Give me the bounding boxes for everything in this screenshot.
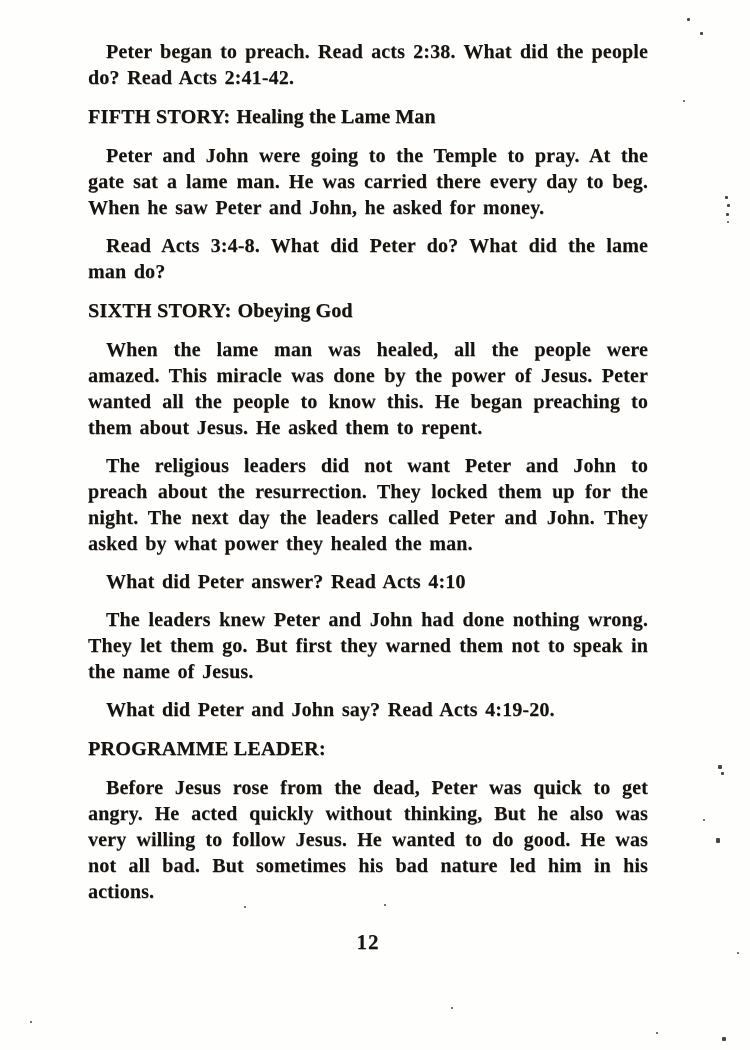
scan-speck xyxy=(722,1037,726,1041)
page-content xyxy=(88,27,648,917)
paragraph: What did Peter answer? Read Acts 4:10 xyxy=(106,571,466,593)
scan-speck xyxy=(656,1032,658,1034)
section-heading-title: Obeying God xyxy=(237,300,353,322)
section-heading xyxy=(88,298,648,324)
paragraph: When the lame man was healed, all the people were amazed. This miracle was done by the power of Jesus. Peter wanted all the people to know this. He began preaching to them about Jesus. He asked them to repent. xyxy=(88,339,648,439)
section-heading-label: FIFTH STORY: xyxy=(88,106,231,128)
scan-speck xyxy=(718,765,722,769)
paragraph: Peter and John were going to the Temple to pray. At the gate sat a lame man. He was carried there every day to beg. When he saw Peter and John, he asked for money. xyxy=(88,145,648,219)
scan-speck xyxy=(721,772,724,775)
section-heading-label: PROGRAMME LEADER: xyxy=(88,738,326,760)
scan-speck xyxy=(725,196,728,199)
scan-speck xyxy=(700,32,703,35)
paragraph: Read Acts 3:4-8. What did Peter do? What did the lame man do? xyxy=(88,235,648,283)
scan-speck xyxy=(683,100,685,102)
section-heading xyxy=(88,736,648,762)
scan-speck xyxy=(687,18,690,21)
scan-speck xyxy=(727,221,729,223)
paragraph: Before Jesus rose from the dead, Peter was quick to get angry. He acted quickly without thinking, But he also was very willing to follow Jesus. He wanted to do good. He was not all bad. But sometimes his bad nature led him in his actions. xyxy=(88,777,648,903)
scan-speck xyxy=(384,904,386,906)
scan-speck xyxy=(727,204,730,207)
paragraph: The religious leaders did not want Peter and John to preach about the resurrection. They locked them up for the night. The next day the leaders called Peter and John. They asked by what power they healed the man. xyxy=(88,455,648,555)
paragraph: Peter began to preach. Read acts 2:38. What did the people do? Read Acts 2:41-42. xyxy=(88,41,648,89)
paragraph: What did Peter and John say? Read Acts 4:19-20. xyxy=(106,699,555,721)
scan-speck xyxy=(451,1007,453,1009)
scan-speck xyxy=(716,838,720,843)
page-number: 12 xyxy=(356,930,380,954)
section-heading xyxy=(88,104,648,130)
section-heading-label: SIXTH STORY: xyxy=(88,300,232,322)
scan-speck xyxy=(30,1021,32,1023)
paragraph: The leaders knew Peter and John had done nothing wrong. They let them go. But first they warned them not to speak in the name of Jesus. xyxy=(88,609,648,683)
scan-speck xyxy=(726,213,729,216)
scan-speck xyxy=(737,952,739,954)
section-heading-title: Healing the Lame Man xyxy=(236,106,436,128)
scan-speck xyxy=(244,906,246,908)
scan-speck xyxy=(703,819,705,821)
